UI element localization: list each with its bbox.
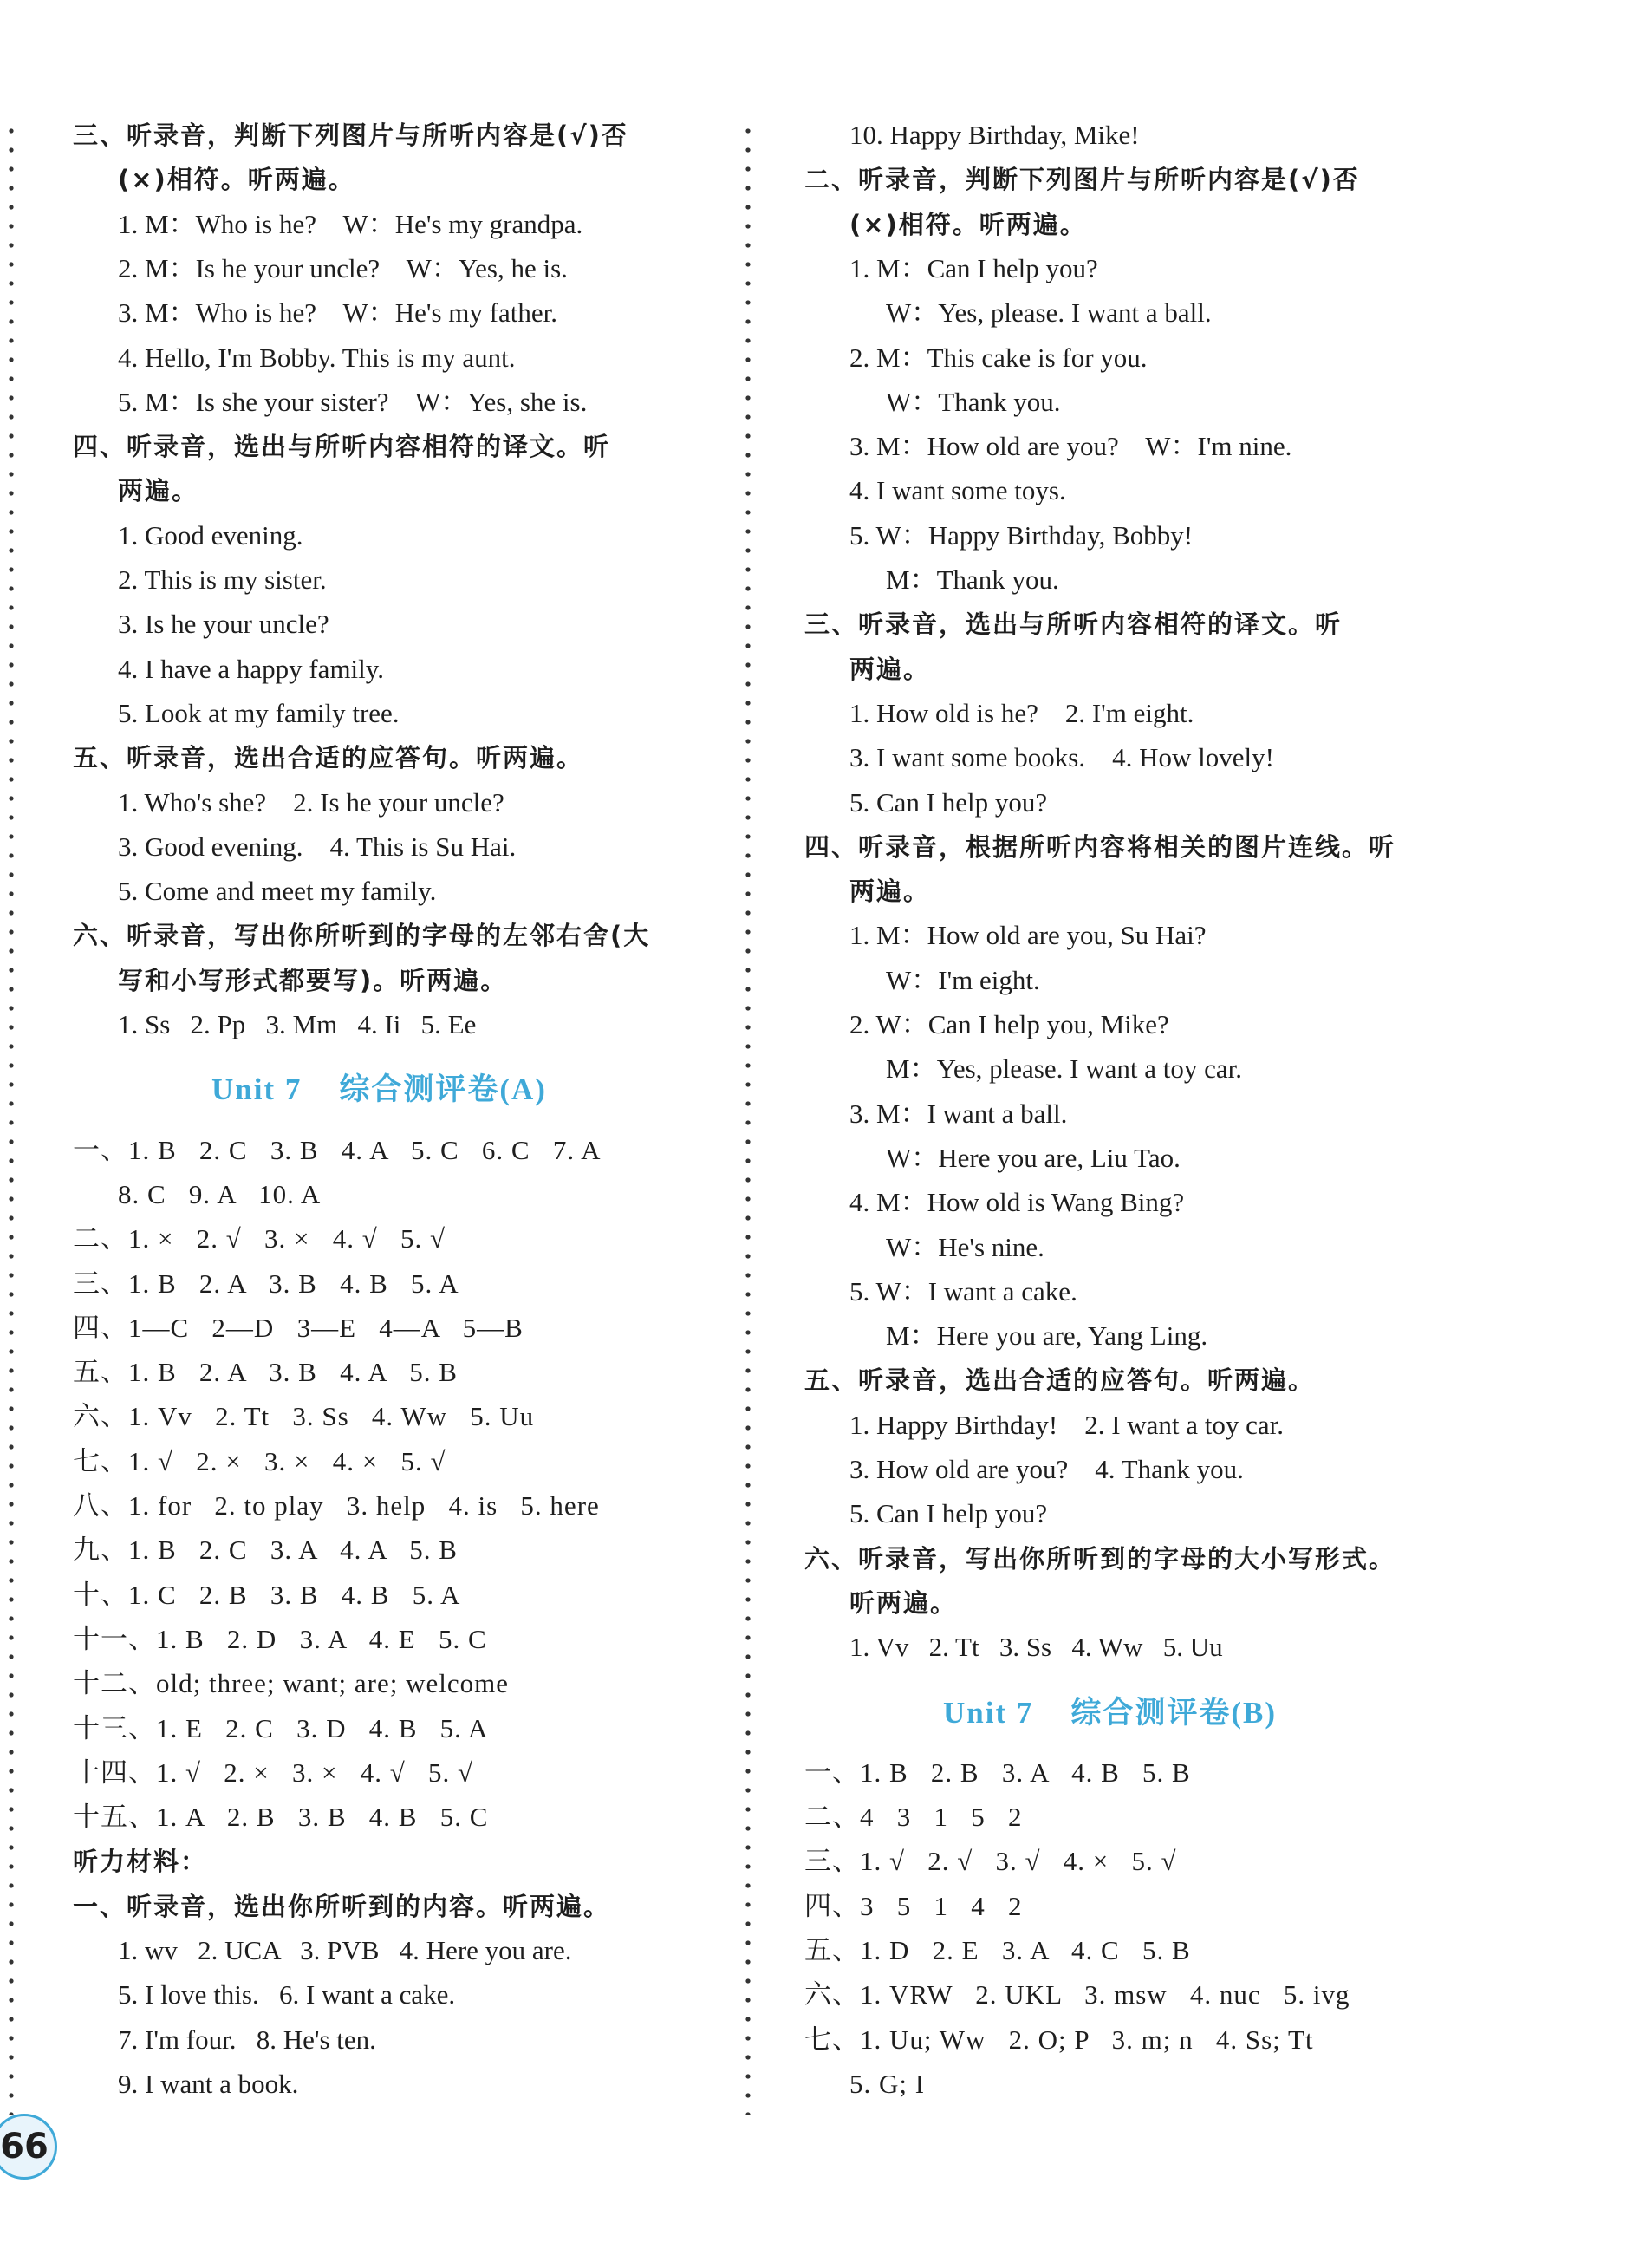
listening-item: W：He's nine. — [886, 1231, 1044, 1262]
listening-item: 1. wv 2. UCA 3. PVB 4. Here you are. — [118, 1935, 572, 1965]
listening-item: 4. Hello, I'm Bobby. This is my aunt. — [118, 342, 516, 373]
listening-item: 5. I love this. 6. I want a cake. — [118, 1979, 456, 2011]
listening-item: 4. M：How old is Wang Bing? — [849, 1187, 1185, 1218]
listening-item: W：I'm eight. — [886, 964, 1040, 995]
section-heading: 二、听录音，判断下列图片与所听内容是(√)否 — [804, 165, 1360, 195]
listening-item: W：Yes, please. I want a ball. — [886, 297, 1212, 329]
listening-item: 5. Come and meet my family. — [118, 876, 437, 907]
answer-line: 十、1. C 2. B 3. B 4. B 5. A — [73, 1579, 461, 1610]
listening-item: 5. Can I help you? — [849, 786, 1048, 818]
listening-item: M：Thank you. — [886, 564, 1059, 595]
section-heading: 写和小写形式都要写)。听两遍。 — [118, 965, 508, 995]
listening-item: 3. M：I want a ball. — [849, 1098, 1068, 1129]
listening-item: 1. Vv 2. Tt 3. Ss 4. Ww 5. Uu — [849, 1632, 1223, 1663]
section-heading: 一、听录音，选出你所听到的内容。听两遍。 — [73, 1891, 611, 1921]
answer-line: 九、1. B 2. C 3. A 4. A 5. B — [73, 1535, 458, 1566]
answer-line: 三、1. B 2. A 3. B 4. B 5. A — [73, 1268, 459, 1299]
section-heading: 听力材料： — [73, 1847, 208, 1877]
section-title: Unit 7 综合测评卷(B) — [943, 1695, 1278, 1730]
answer-line: 十五、1. A 2. B 3. B 4. B 5. C — [73, 1802, 489, 1833]
answer-line: 三、1. √ 2. √ 3. √ 4. × 5. √ — [804, 1846, 1177, 1877]
answer-line: 一、1. B 2. B 3. A 4. B 5. B — [804, 1756, 1191, 1788]
listening-item: 1. How old is he? 2. I'm eight. — [849, 697, 1194, 728]
listening-item: 3. M：How old are you? W：I'm nine. — [849, 431, 1292, 462]
answer-line: 二、1. × 2. √ 3. × 4. √ 5. √ — [73, 1223, 446, 1255]
section-heading: 四、听录音，根据所听内容将相关的图片连线。听 — [804, 831, 1396, 862]
answer-line: 十三、1. E 2. C 3. D 4. B 5. A — [73, 1712, 489, 1743]
section-heading: 两遍。 — [849, 654, 931, 684]
answer-line: 四、1—C 2—D 3—E 4—A 5—B — [73, 1312, 524, 1343]
left-margin-dots — [9, 121, 14, 2115]
listening-item: 1. Ss 2. Pp 3. Mm 4. Ii 5. Ee — [118, 1009, 477, 1040]
listening-item: 5. M：Is she your sister? W：Yes, she is. — [118, 386, 588, 417]
answer-line: 七、1. Uu; Ww 2. O; P 3. m; n 4. Ss; Tt — [804, 2024, 1314, 2055]
answer-line: 五、1. D 2. E 3. A 4. C 5. B — [804, 1935, 1191, 1965]
answer-line: 五、1. B 2. A 3. B 4. A 5. B — [73, 1357, 458, 1388]
answer-line: 十二、old; three; want; are; welcome — [73, 1668, 510, 1699]
listening-item: 2. M：This cake is for you. — [849, 342, 1148, 373]
listening-item: 2. This is my sister. — [118, 564, 327, 595]
answer-line: 十四、1. √ 2. × 3. × 4. √ 5. √ — [73, 1756, 474, 1788]
center-divider-dots — [745, 121, 751, 2115]
answer-line: 一、1. B 2. C 3. B 4. A 5. C 6. C 7. A — [73, 1134, 602, 1165]
listening-item: 1. M：Who is he? W：He's my grandpa. — [118, 208, 583, 239]
section-heading: 四、听录音，选出与所听内容相符的译文。听 — [73, 432, 611, 462]
listening-item: 1. Good evening. — [118, 519, 303, 551]
listening-item: 1. Who's she? 2. Is he your uncle? — [118, 786, 504, 818]
listening-item: 4. I want some toys. — [849, 475, 1066, 506]
section-heading: 三、听录音，选出与所听内容相符的译文。听 — [804, 609, 1343, 640]
listening-item: 3. M：Who is he? W：He's my father. — [118, 297, 557, 329]
listening-item: 3. I want some books. 4. How lovely! — [849, 742, 1274, 773]
listening-item: 4. I have a happy family. — [118, 653, 385, 684]
listening-item: W：Here you are, Liu Tao. — [886, 1142, 1181, 1173]
page-number: 66 — [0, 2114, 57, 2180]
section-heading: 两遍。 — [118, 476, 199, 506]
answer-line: 四、3 5 1 4 2 — [804, 1890, 1023, 1921]
listening-item: 2. M：Is he your uncle? W：Yes, he is. — [118, 252, 568, 284]
listening-item: 5. W：Happy Birthday, Bobby! — [849, 519, 1194, 551]
section-heading: 五、听录音，选出合适的应答句。听两遍。 — [73, 743, 584, 773]
listening-item: 3. How old are you? 4. Thank you. — [849, 1454, 1244, 1484]
listening-item: 3. Is he your uncle? — [118, 609, 329, 640]
listening-item: M：Yes, please. I want a toy car. — [886, 1053, 1242, 1085]
listening-item: 1. M：Can I help you? — [849, 252, 1098, 284]
section-heading: 六、听录音，写出你所听到的字母的左邻右舍(大 — [73, 921, 651, 951]
answer-line: 七、1. √ 2. × 3. × 4. × 5. √ — [73, 1445, 446, 1476]
answer-line: 六、1. VRW 2. UKL 3. msw 4. nuc 5. ivg — [804, 1979, 1350, 2011]
section-heading: (×)相符。听两遍。 — [849, 209, 1087, 239]
section-heading: 两遍。 — [849, 877, 931, 907]
listening-item: 7. I'm four. 8. He's ten. — [118, 2024, 376, 2055]
listening-item: 2. W：Can I help you, Mike? — [849, 1009, 1169, 1040]
answer-line: 5. G; I — [849, 2068, 926, 2099]
answer-line: 二、4 3 1 5 2 — [804, 1802, 1023, 1833]
listening-item: 1. M：How old are you, Su Hai? — [849, 920, 1207, 951]
listening-item: 9. I want a book. — [118, 2068, 299, 2099]
section-title: Unit 7 综合测评卷(A) — [211, 1072, 547, 1107]
section-heading: 六、听录音，写出你所听到的字母的大小写形式。 — [804, 1543, 1396, 1574]
section-heading: 听两遍。 — [849, 1587, 958, 1618]
section-heading: (×)相符。听两遍。 — [118, 165, 355, 195]
answer-line: 六、1. Vv 2. Tt 3. Ss 4. Ww 5. Uu — [73, 1401, 535, 1432]
listening-item: 1. Happy Birthday! 2. I want a toy car. — [849, 1409, 1285, 1440]
listening-item: 10. Happy Birthday, Mike! — [849, 120, 1140, 150]
answer-line: 8. C 9. A 10. A — [118, 1178, 322, 1209]
listening-item: 5. W：I want a cake. — [849, 1275, 1077, 1307]
listening-item: 5. Can I help you? — [849, 1498, 1048, 1529]
section-heading: 三、听录音，判断下列图片与所听内容是(√)否 — [73, 121, 628, 150]
answer-line: 八、1. for 2. to play 3. help 4. is 5. here — [73, 1490, 600, 1521]
listening-item: 3. Good evening. 4. This is Su Hai. — [118, 831, 517, 862]
listening-item: M：Here you are, Yang Ling. — [886, 1320, 1208, 1352]
listening-item: 5. Look at my family tree. — [118, 697, 400, 728]
answer-line: 十一、1. B 2. D 3. A 4. E 5. C — [73, 1623, 487, 1654]
listening-item: W：Thank you. — [886, 386, 1061, 417]
section-heading: 五、听录音，选出合适的应答句。听两遍。 — [804, 1365, 1316, 1396]
